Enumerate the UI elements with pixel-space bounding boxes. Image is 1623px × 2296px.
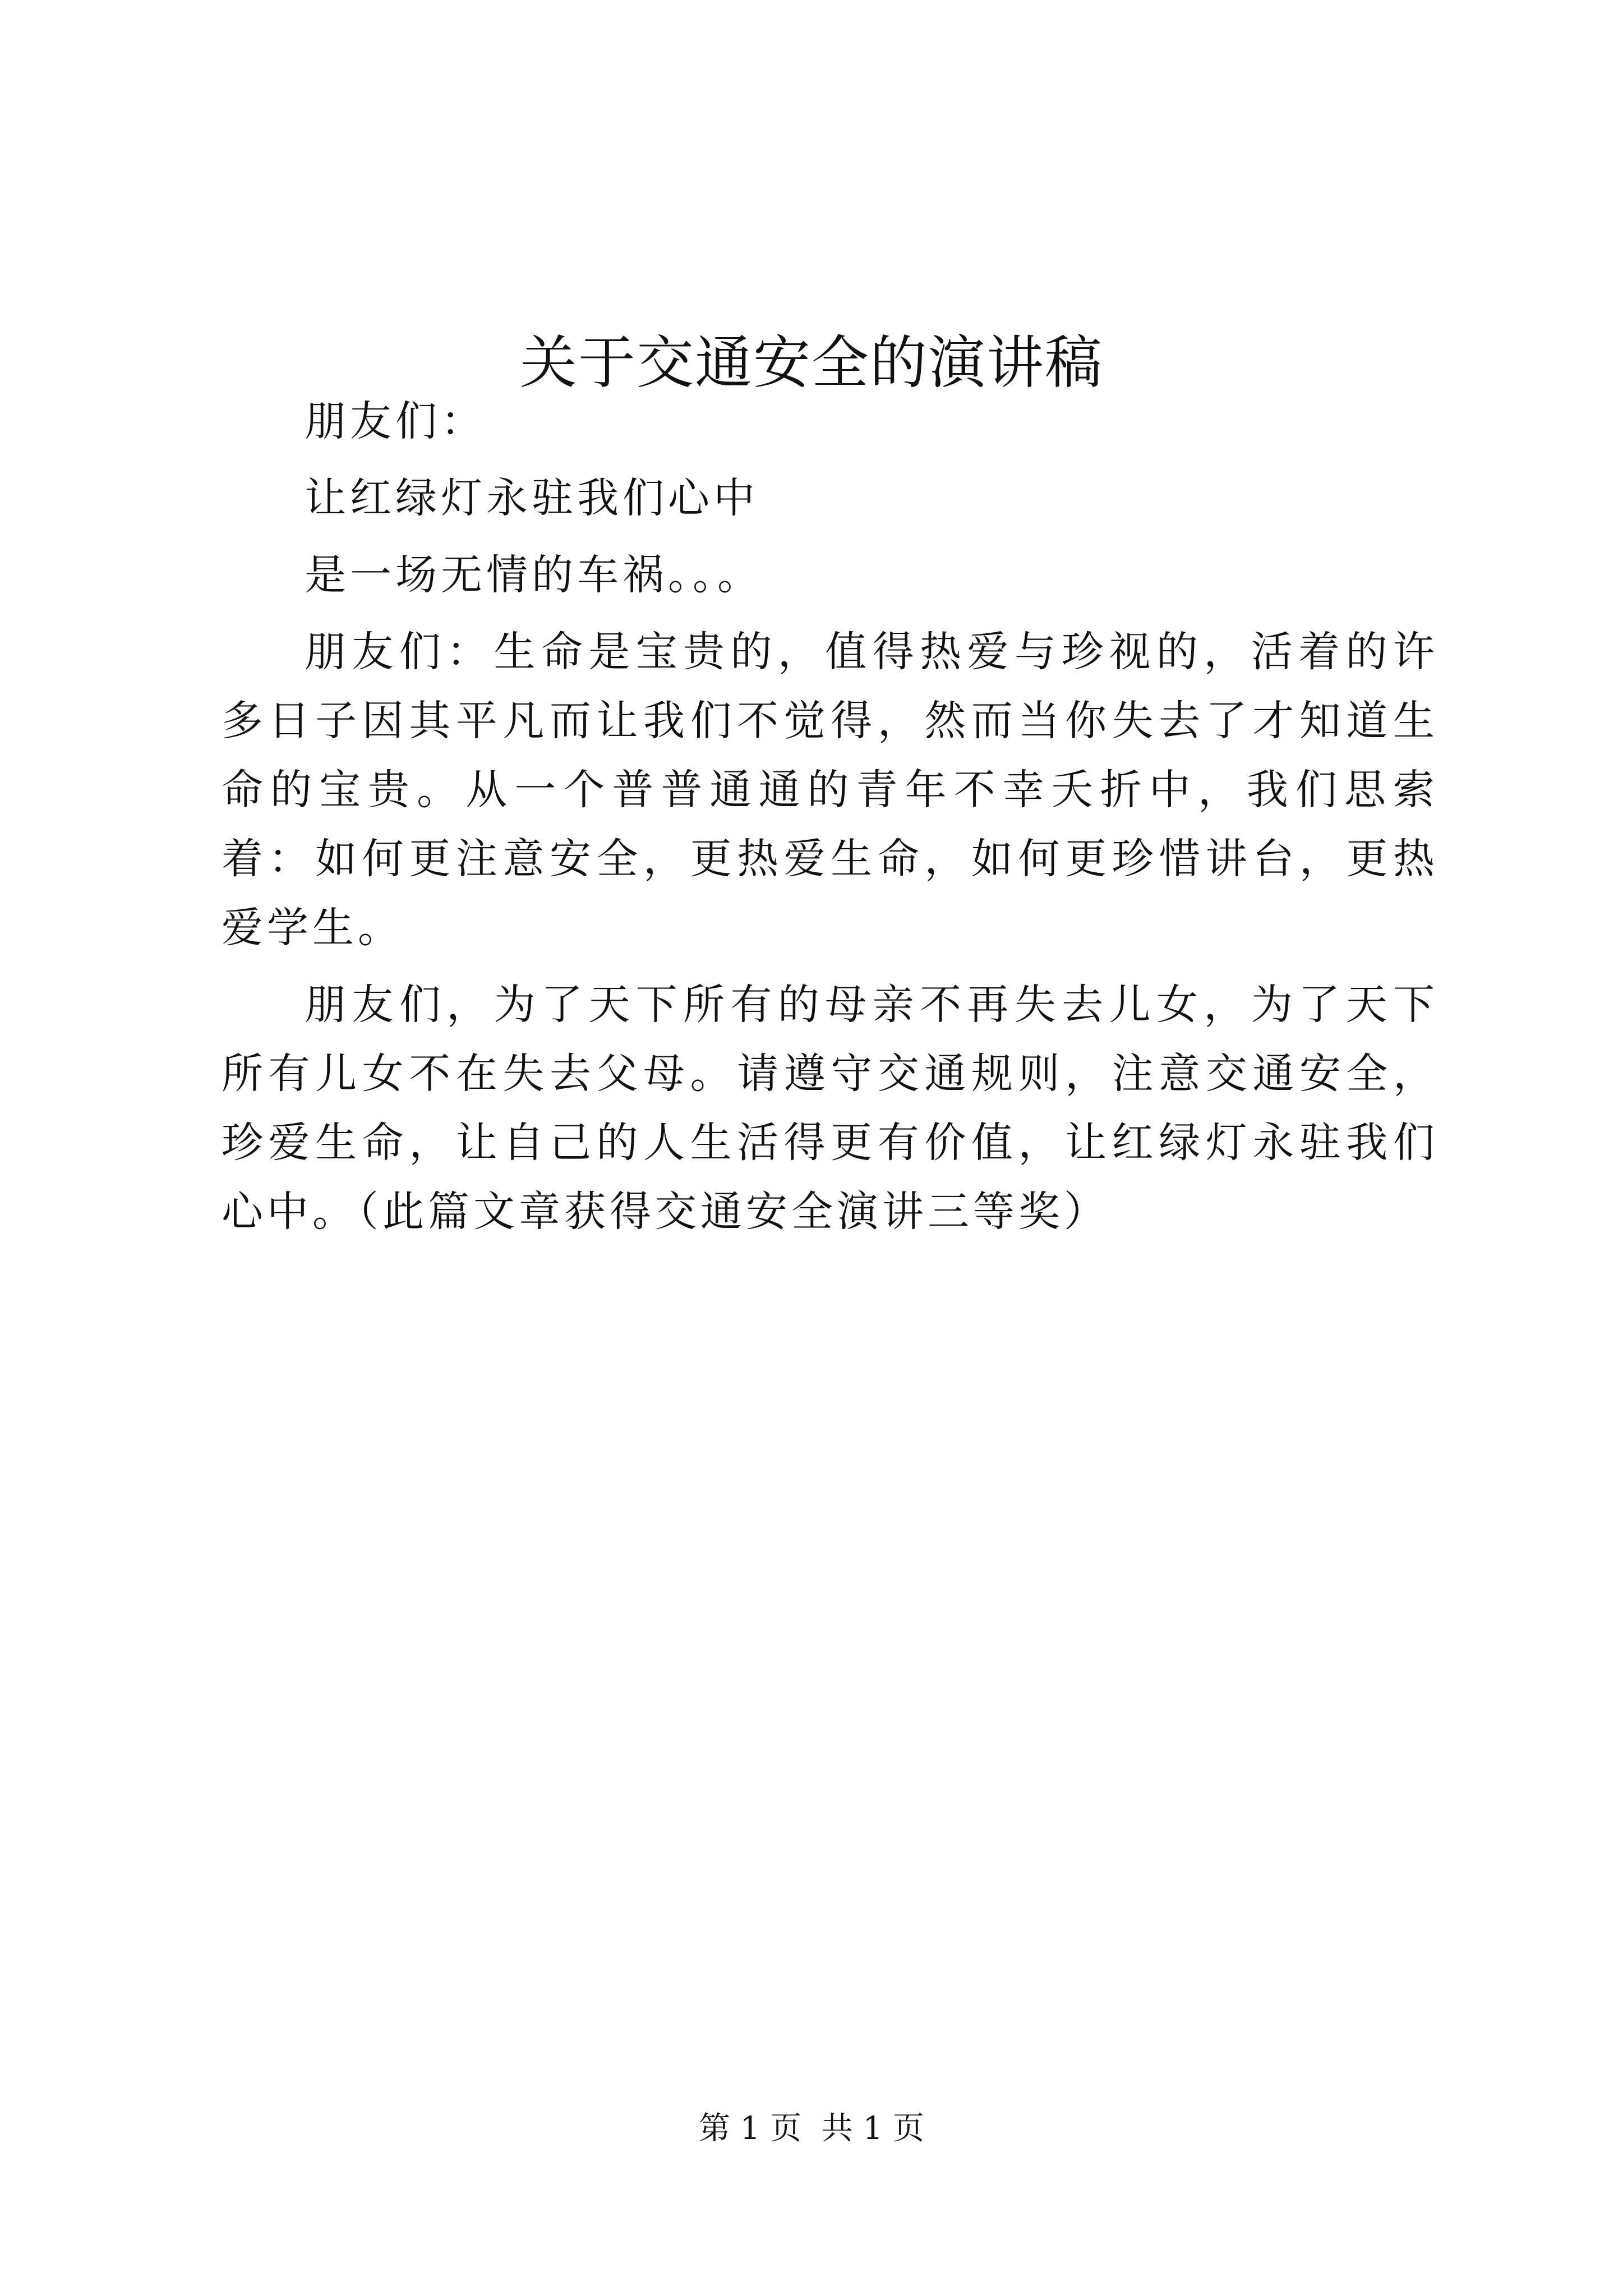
paragraph-intro: 是一场无情的车祸。。。 [305,551,763,599]
paragraph-greeting: 朋友们： [305,397,486,445]
document-title: 关于交通安全的演讲稿 [520,330,1103,397]
paragraph-body-1: 朋友们：生命是宝贵的，值得热爱与珍视的，活着的许多日子因其平凡而让我们不觉得，然而当你失去了才知道生命的宝贵。从一个普普通通的青年不幸夭折中，我们思索着：如何更注意安全，更热爱生命，如何更珍惜讲台，更热爱学生。 [222,628,1438,952]
page-footer [0,2106,1623,2151]
paragraph-body-2: 朋友们，为了天下所有的母亲不再失去儿女，为了天下所有儿女不在失去父母。请遵守交通规则，注意交通安全，珍爱生命，让自己的人生活得更有价值，让红绿灯永驻我们心中。（此篇文章获得交通安全演讲三等奖） [222,981,1438,1236]
document-body [222,387,1438,1254]
paragraph-theme: 让红绿灯永驻我们心中 [305,474,759,522]
page-number-label: 第 1 页 共 1 页 [698,2110,925,2147]
